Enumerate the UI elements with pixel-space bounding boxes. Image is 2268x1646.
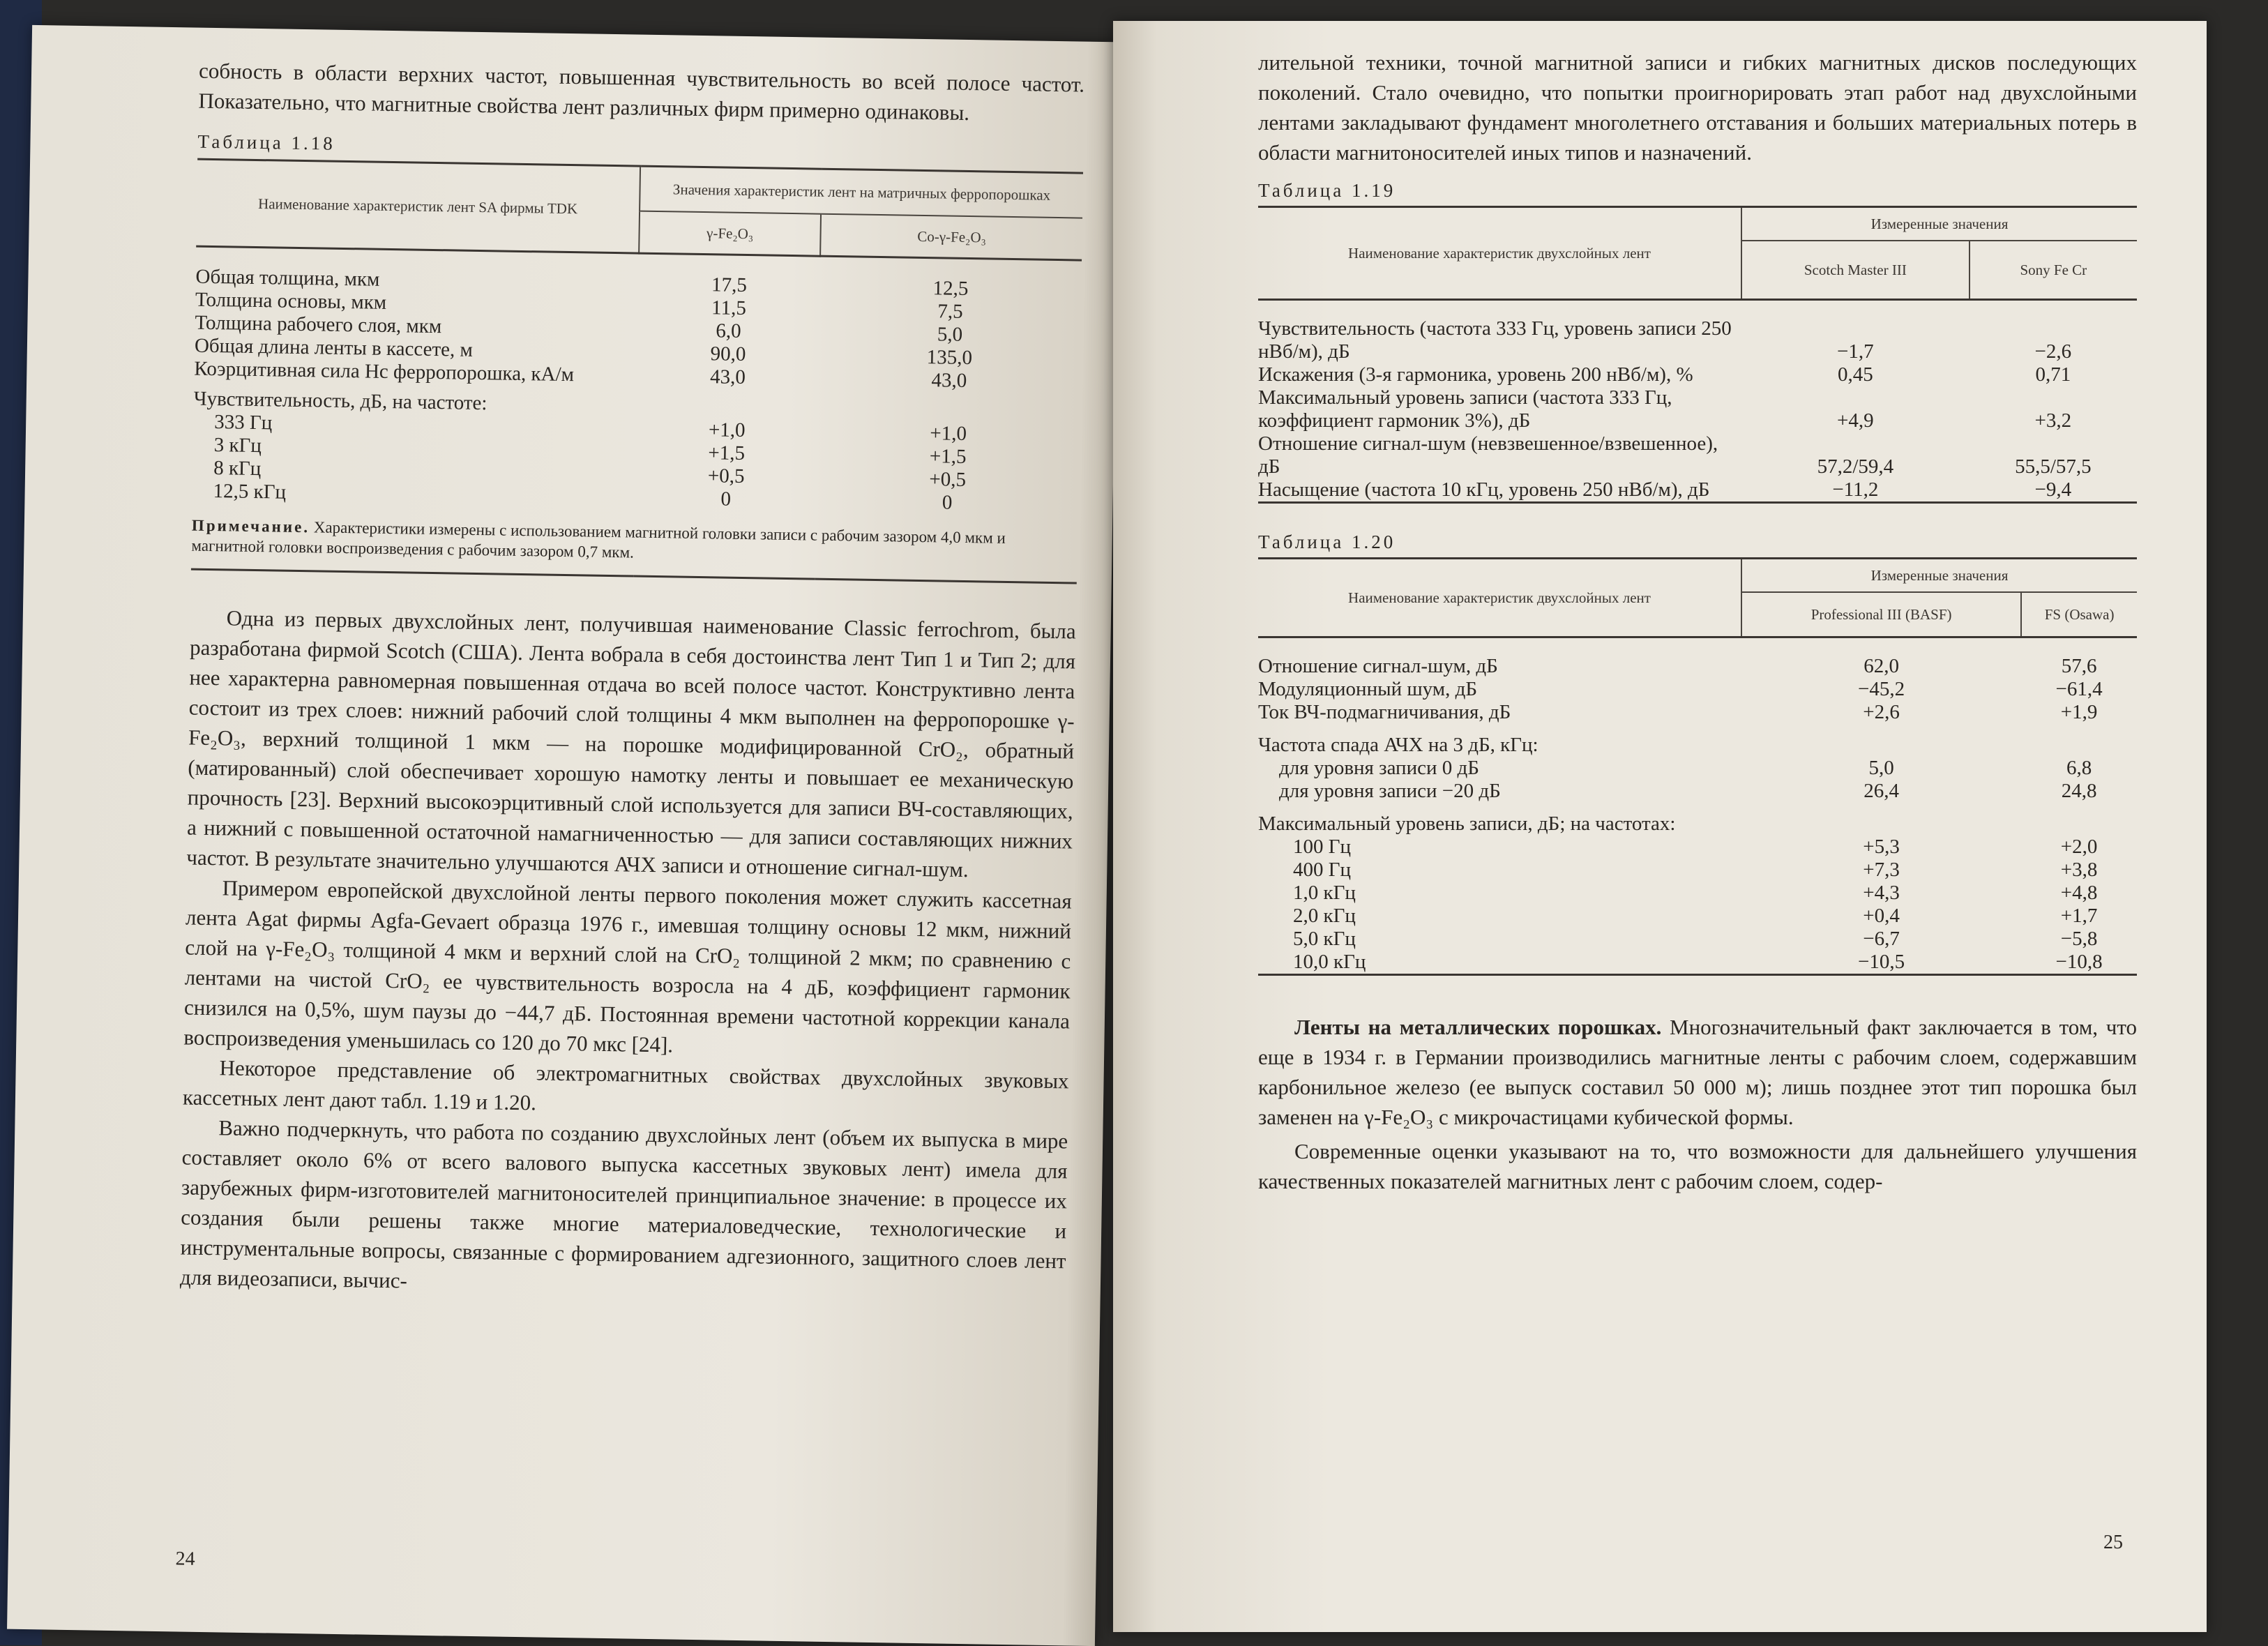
row-value-1: +0,4 xyxy=(1863,905,1900,927)
table-1-19-group-header: Измеренные значения xyxy=(1741,207,2137,241)
row-value-2: −61,4 xyxy=(2055,678,2103,700)
row-value-2: 24,8 xyxy=(2061,780,2097,802)
row-value-1: −1,7 xyxy=(1837,340,1874,363)
row-label: Ток ВЧ-подмагничивания, дБ xyxy=(1258,701,1511,723)
left-paragraph: Некоторое представление об электромагнитных свойствах двухслойных звуковых кассетных лент дают табл. 1.19 и 1.20. xyxy=(182,1055,1069,1115)
row-label: Искажения (3-я гармоника, уровень 200 нВб/м), % xyxy=(1258,363,1693,386)
row-label: Максимальный уровень записи (частота 333 Гц, коэффициент гармоник 3%), дБ xyxy=(1258,386,1672,432)
row-value-2: 7,5 xyxy=(937,300,963,323)
table-1-18-col0-header: Наименование характеристик лент SA фирмы TDK xyxy=(196,159,640,253)
row-label: 5,0 кГц xyxy=(1293,928,1356,950)
table-1-20-max-row xyxy=(1258,905,2137,928)
row-value-1: +1,5 xyxy=(708,441,746,465)
table-1-20-sub1: Professional III (BASF) xyxy=(1741,592,2021,637)
row-value-2: +3,8 xyxy=(2060,859,2098,881)
row-value-2: 0 xyxy=(942,491,953,514)
row-label: Общая длина ленты в кассете, м xyxy=(194,334,474,361)
row-label: 10,0 кГц xyxy=(1293,951,1366,973)
row-value-2: −2,6 xyxy=(2034,340,2072,363)
table-1-18-group-header: Значения характеристик лент на матричных ферропорошках xyxy=(640,166,1083,218)
row-label: для уровня записи −20 дБ xyxy=(1279,780,1501,802)
table-1-20-col0-header: Наименование характеристик двухслойных лент xyxy=(1258,559,1741,637)
right-intro-paragraph: лительной техники, точной магнитной записи и гибких магнитных дисков последующих поколений. Стало очевидно, что попытки проигнорировать этап работ над двухслойными лентами закладывают фундамент многолетнего отставания и больших материальных потерь в области магнитоносителей иных типов и назначений. xyxy=(1258,50,2137,165)
row-value-1: −6,7 xyxy=(1863,928,1900,950)
table-1-19 xyxy=(1258,206,2137,513)
row-value-2: +2,0 xyxy=(2060,836,2098,858)
table-1-19-row xyxy=(1258,317,2137,363)
row-label: 400 Гц xyxy=(1293,859,1352,881)
table-1-20-max-row xyxy=(1258,859,2137,882)
row-label: 3 кГц xyxy=(213,434,262,458)
table-1-19-caption: Таблица 1.19 xyxy=(1258,180,1396,201)
row-label: 12,5 кГц xyxy=(213,480,287,504)
row-label: для уровня записи 0 дБ xyxy=(1279,757,1479,779)
row-value-1: 17,5 xyxy=(711,273,748,297)
table-1-19-row xyxy=(1258,363,2137,386)
table-1-20-max-row xyxy=(1258,951,2137,975)
row-label: Отношение сигнал-шум (невзвешенное/взвешенное), дБ xyxy=(1258,432,1718,478)
row-value-2: +0,5 xyxy=(929,468,967,491)
left-page xyxy=(7,25,1120,1646)
row-label: Коэрцитивная сила Hc ферропорошка, кА/м xyxy=(194,357,575,386)
row-value-1: −45,2 xyxy=(1858,678,1905,700)
row-value-1: +0,5 xyxy=(707,465,745,488)
row-value-1: −10,5 xyxy=(1858,951,1905,973)
row-value-2: +1,0 xyxy=(930,422,967,446)
row-value-1: +1,0 xyxy=(708,418,746,442)
table-1-18-sub2: Co-γ-Fe₂O₃ xyxy=(820,214,1082,260)
row-label: Насыщение (частота 10 кГц, уровень 250 нВб/м), дБ xyxy=(1258,478,1710,501)
table-1-20-freq-row xyxy=(1258,780,2137,803)
table-1-19-sub2: Sony Fe Cr xyxy=(1970,241,2137,300)
row-value-1: 5,0 xyxy=(1868,757,1894,779)
row-value-1: +4,9 xyxy=(1837,409,1874,432)
metal-powder-paragraph xyxy=(1258,1012,2137,1132)
metal-powder-text: Многозначительный факт заключается в том, что еще в 1934 г. в Германии производились магнитные ленты с рабочим слоем, содержавшим карбонильное железо (ее выпуск составил 50 000 м); лишь позднее этот тип порошка был заменен на γ-Fe₂O₃ с микрочастицами кубической формы. xyxy=(1258,1015,2137,1129)
row-value-2: 55,5/57,5 xyxy=(2015,455,2092,478)
row-value-2: −5,8 xyxy=(2060,928,2098,950)
metal-powder-heading: Ленты на металлических порошках. xyxy=(1294,1015,1662,1039)
row-value-1: +4,3 xyxy=(1863,882,1900,904)
table-1-20-row xyxy=(1258,678,2137,701)
row-label: Толщина рабочего слоя, мкм xyxy=(195,311,442,338)
row-label: Модуляционный шум, дБ xyxy=(1258,678,1478,700)
row-value-1: 90,0 xyxy=(710,342,746,366)
right-page xyxy=(1113,21,2207,1632)
row-value-2: +1,5 xyxy=(929,445,967,469)
row-label: 1,0 кГц xyxy=(1293,882,1356,904)
right-page-number: 25 xyxy=(2103,1532,2123,1553)
table-1-20-max-row xyxy=(1258,928,2137,951)
table-1-20-caption: Таблица 1.20 xyxy=(1258,531,1396,552)
left-paragraph: Важно подчеркнуть, что работа по созданию двухслойных лент (объем их выпуска в мире составляет около 6% от всего валового выпуска кассетных звуковых лент) имела для зарубежных фирм-изготовителей магнитоносителей принципиальное значение: в процессе их создания были решены также многие материаловедческие, технологические и инструментальные вопросы, связанные с формированием адгезионного, защитного слоев лент для видеозаписи, вычис- xyxy=(179,1115,1068,1293)
row-value-2: +1,9 xyxy=(2060,701,2098,723)
row-label: 2,0 кГц xyxy=(1293,905,1356,927)
row-value-2: −9,4 xyxy=(2034,478,2072,501)
table-1-20-max-row xyxy=(1258,836,2137,859)
left-paragraph: Примером европейской двухслойной ленты первого поколения может служить кассетная лента Agat фирмы Agfa-Gevaert образца 1976 г., имевшая толщину основы 12 мкм, нижний слой на γ-Fe₂O₃ толщиной 4 мкм и верхний слой на CrO₂ толщиной 2 мкм; по сравнению с лентами на чистой CrO₂ ее чувствительность возросла на 4 дБ, коэффициент гармоник снизился на 0,5%, шум паузы до −44,7 дБ. Постоянная времени частотной коррекции канала воспроизведения уменьшилась со 120 до 70 мкс [24]. xyxy=(183,875,1072,1057)
table-1-20-freq-row xyxy=(1258,757,2137,780)
row-value-1: 6,0 xyxy=(716,319,741,342)
row-value-1: 0 xyxy=(720,488,732,511)
table-1-19-sub1: Scotch Master III xyxy=(1741,241,1970,300)
row-value-2: +1,7 xyxy=(2060,905,2098,927)
table-1-20 xyxy=(1258,557,2137,991)
row-label: 100 Гц xyxy=(1293,836,1352,858)
table-1-20-max-label: Максимальный уровень записи, дБ; на частотах: xyxy=(1258,813,1676,835)
left-page-number: 24 xyxy=(175,1548,195,1570)
left-paragraph: Одна из первых двухслойных лент, получившая наименование Classic ferrochrom, была разработана фирмой Scotch (США). Лента вобрала в себя достоинства лент Тип 1 и Тип 2; для нее характерна равномерная повышенная отдача во всей полосе частот. Конструктивно лента состоит из трех слоев: нижний рабочий слой толщины 4 мкм выполнен на ферропорошке γ-Fe₂O₃, верхний толщиной 1 мкм — на порошке модифицированной CrO₂, обратный (матированный) слой обеспечивает хорошую намотку ленты и повышает ее механическую прочность [23]. Верхний высокоэрцитивный слой используется для записи ВЧ-составляющих, а нижний с повышенной остаточной намагниченностью — для записи составляющих нижних частот. В результате значительно улучшаются АЧХ записи и отношение сигнал-шум. xyxy=(186,605,1076,882)
left-body-text xyxy=(180,603,1076,1306)
row-value-1: 26,4 xyxy=(1863,780,1899,802)
row-value-2: +3,2 xyxy=(2034,409,2072,432)
table-1-19-row xyxy=(1258,386,2137,432)
table-1-18-caption: Таблица 1.18 xyxy=(197,130,336,154)
row-label: 333 Гц xyxy=(214,411,273,435)
table-1-19-col0-header: Наименование характеристик двухслойных лент xyxy=(1258,207,1741,300)
row-value-2: 12,5 xyxy=(932,277,969,301)
row-label: Общая толщина, мкм xyxy=(195,265,380,291)
row-value-1: 43,0 xyxy=(709,365,746,389)
row-value-1: −11,2 xyxy=(1832,478,1879,501)
right-last-paragraph: Современные оценки указывают на то, что возможности для дальнейшего улучшения качественных показателей магнитных лент с рабочим слоем, содер- xyxy=(1258,1139,2137,1193)
table-1-18 xyxy=(191,158,1083,598)
row-value-1: 11,5 xyxy=(711,296,747,320)
table-1-18-sub1: γ-Fe₂O₃ xyxy=(639,211,821,257)
row-value-2: 135,0 xyxy=(926,346,973,370)
table-1-18-sens-label: Чувствительность, дБ, на частоте: xyxy=(193,387,487,415)
note-text: Характеристики измерены с использованием магнитной головки записи с рабочим зазором 4,0 мкм и магнитной головки воспроизведения с рабочим зазором 0,7 мкм. xyxy=(191,518,1006,561)
row-value-2: 6,8 xyxy=(2066,757,2092,779)
table-1-19-row xyxy=(1258,432,2137,478)
row-label: Отношение сигнал-шум, дБ xyxy=(1258,655,1498,677)
table-1-20-freq-label: Частота спада АЧХ на 3 дБ, кГц: xyxy=(1258,734,1539,756)
row-value-2: 5,0 xyxy=(937,323,963,346)
table-1-20-row xyxy=(1258,701,2137,724)
table-1-19-row xyxy=(1258,478,2137,503)
row-value-2: 57,6 xyxy=(2061,655,2097,677)
row-value-1: 0,45 xyxy=(1837,363,1873,386)
row-label: Чувствительность (частота 333 Гц, уровень записи 250 нВб/м), дБ xyxy=(1258,317,1732,363)
note-head: Примечание. xyxy=(191,516,310,536)
table-1-20-max-row xyxy=(1258,882,2137,905)
row-value-2: +4,8 xyxy=(2060,882,2098,904)
row-label: 8 кГц xyxy=(213,457,262,481)
row-value-2: 43,0 xyxy=(931,369,967,393)
left-intro-paragraph: собность в области верхних частот, повышенная чувствительность во всей полосе частот. Показательно, что магнитные свойства лент различных фирм примерно одинаковы. xyxy=(198,58,1085,126)
table-1-20-group-header: Измеренные значения xyxy=(1741,559,2137,593)
row-value-1: +7,3 xyxy=(1863,859,1900,881)
row-value-1: +5,3 xyxy=(1863,836,1900,858)
row-label: Толщина основы, мкм xyxy=(195,288,387,314)
row-value-1: +2,6 xyxy=(1863,701,1900,723)
table-1-20-sub2: FS (Osawa) xyxy=(2021,592,2137,637)
row-value-2: 0,71 xyxy=(2035,363,2071,386)
row-value-2: −10,8 xyxy=(2055,951,2103,973)
row-value-1: 57,2/59,4 xyxy=(1817,455,1894,478)
table-1-20-row xyxy=(1258,655,2137,678)
row-value-1: 62,0 xyxy=(1863,655,1899,677)
